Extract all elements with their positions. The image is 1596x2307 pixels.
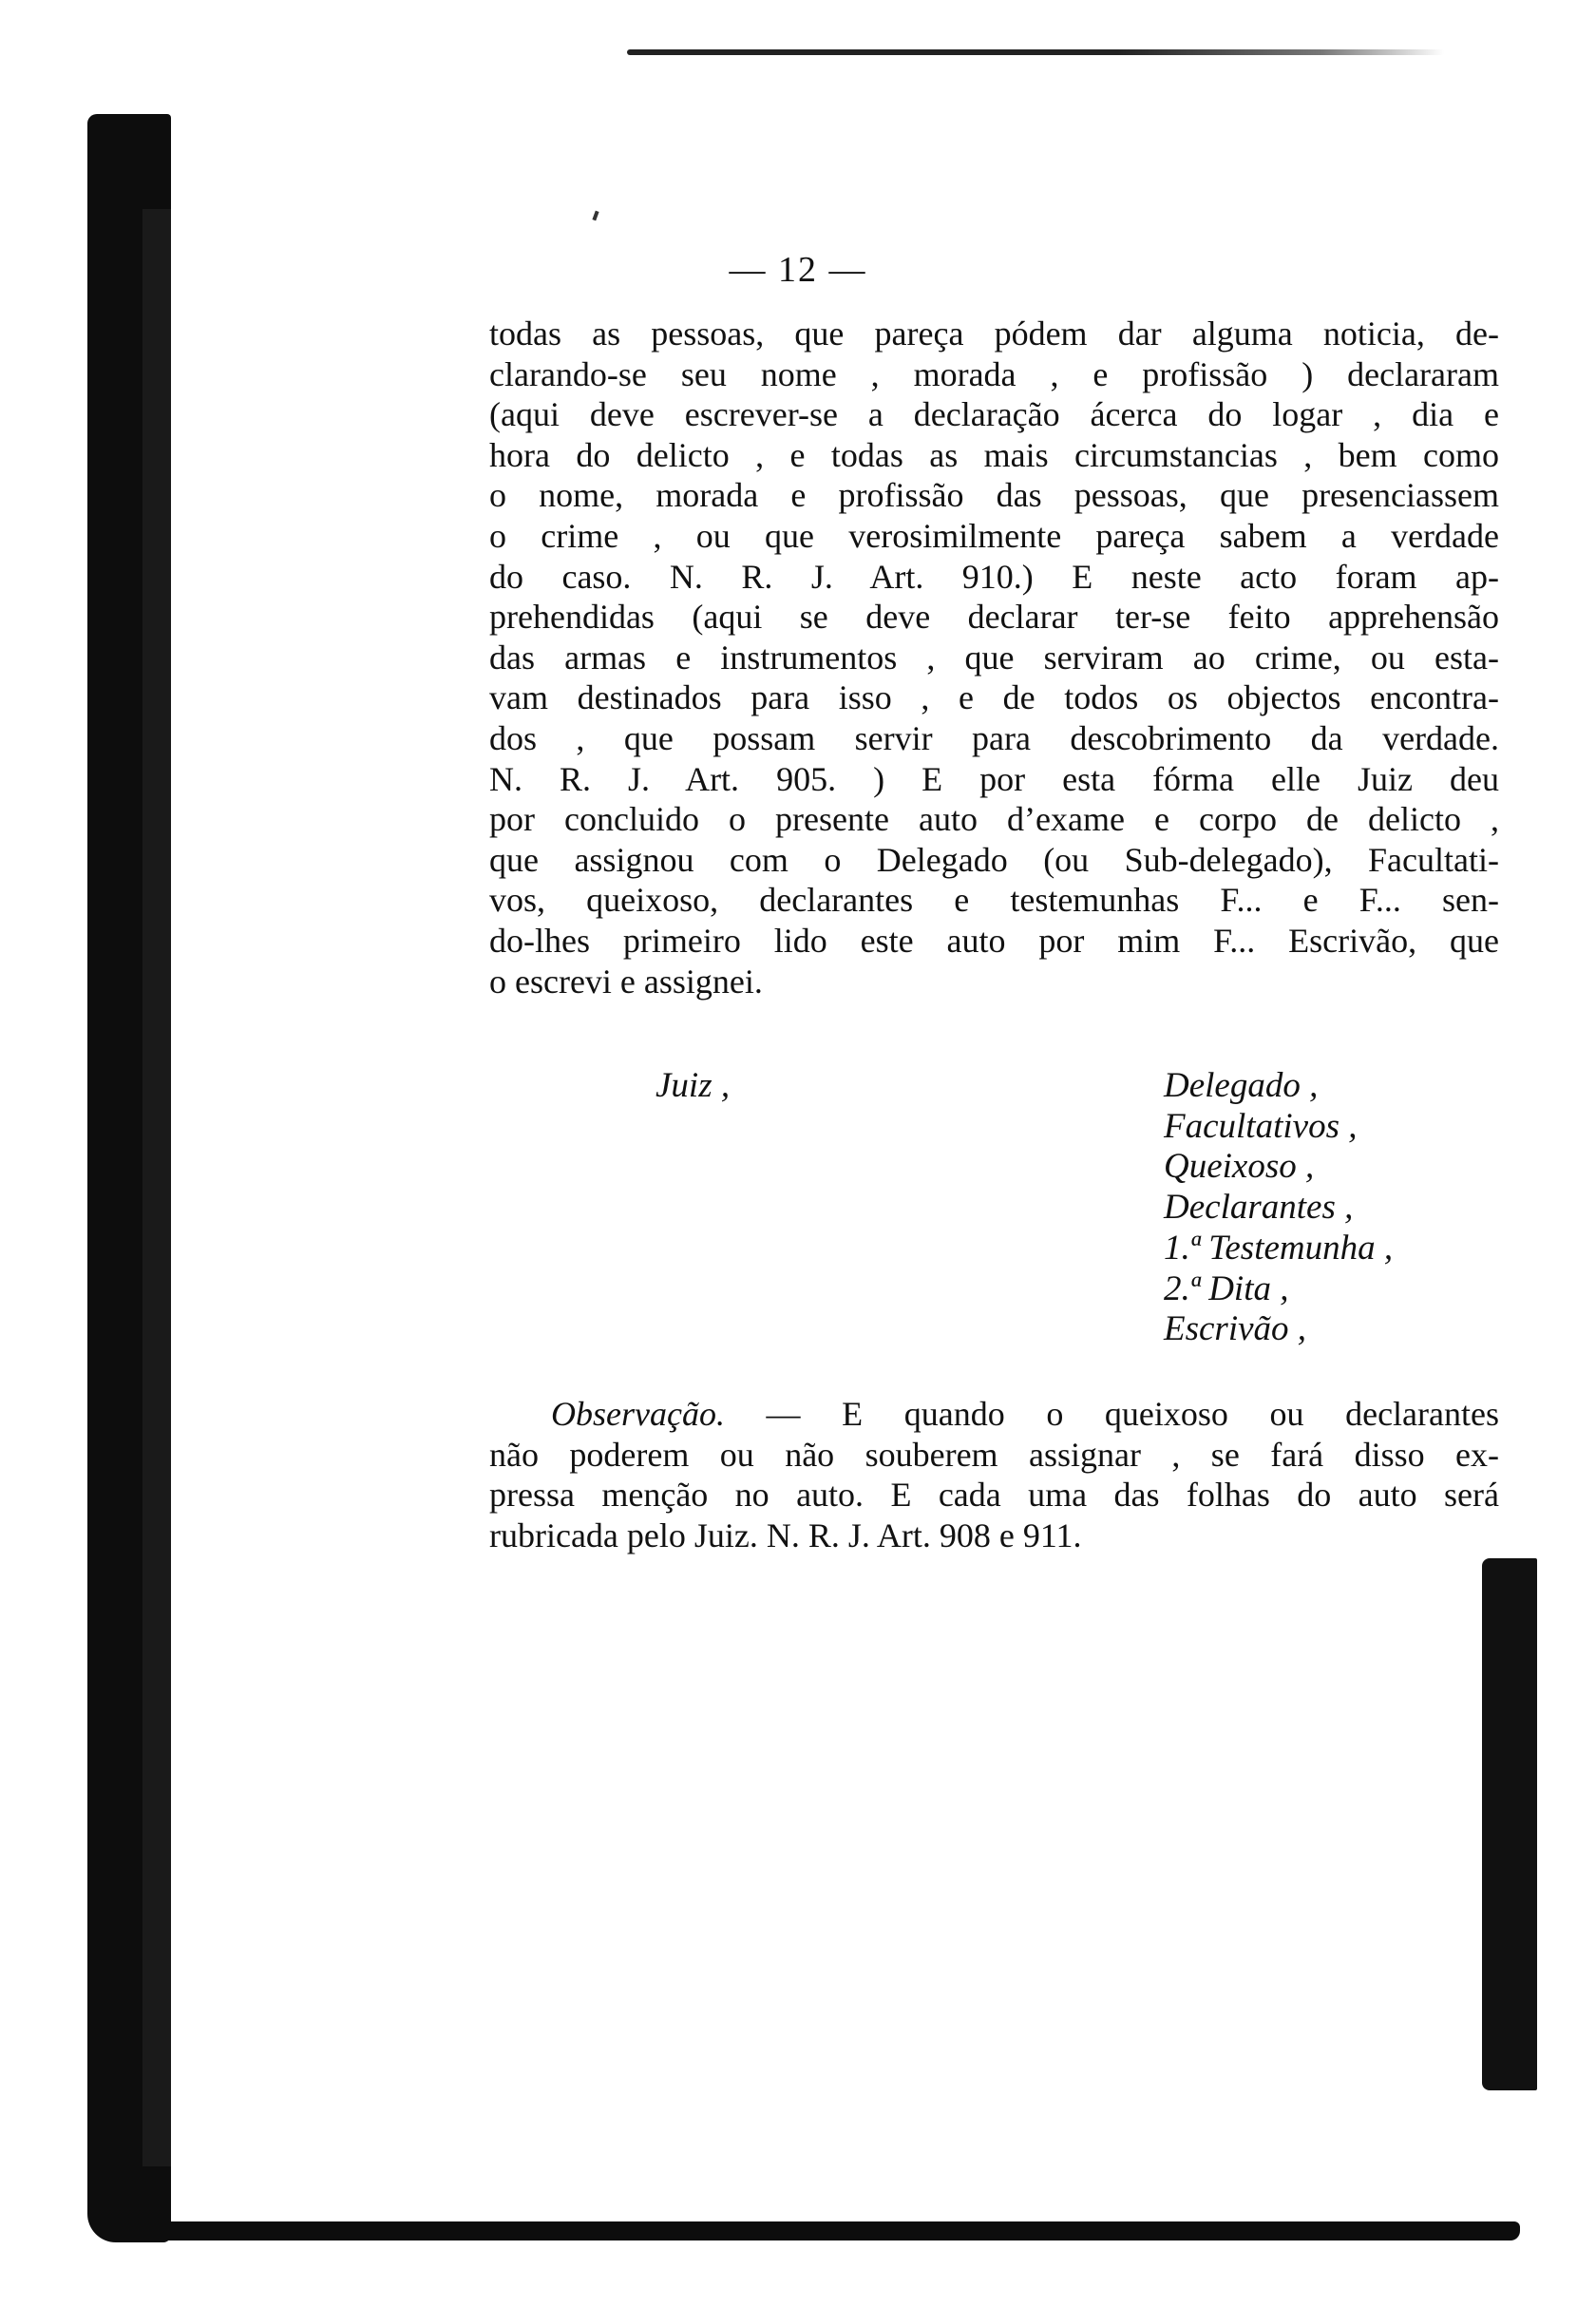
observation-line: pressa menção no auto. E cada uma das folhas do auto será bbox=[489, 1476, 1499, 1515]
signature-entry: Escrivão , bbox=[1164, 1309, 1307, 1349]
body-line: vos, queixoso, declarantes e testemunhas F... e F... sen- bbox=[489, 881, 1499, 920]
signature-entry: Delegado , bbox=[1164, 1066, 1319, 1105]
body-line: que assignou com o Delegado (ou Sub-delegado), Facultati- bbox=[489, 840, 1499, 879]
observation-line: não poderem ou não souberem assignar , se fará disso ex- bbox=[489, 1435, 1499, 1474]
body-paragraph bbox=[489, 314, 1499, 1001]
body-line: N. R. J. Art. 905. ) E por esta fórma elle Juiz deu bbox=[489, 759, 1499, 798]
signature-entry: Declarantes , bbox=[1164, 1188, 1354, 1228]
signature-entry: 1.ª Testemunha , bbox=[1164, 1228, 1394, 1268]
scan-artifact-right-edge bbox=[1482, 1558, 1537, 2090]
signature-entry: Queixoso , bbox=[1164, 1147, 1315, 1187]
signature-juiz: Juiz , bbox=[656, 1066, 731, 1105]
scan-artifact-top-line bbox=[627, 49, 1444, 55]
signature-entry: Facultativos , bbox=[1164, 1106, 1358, 1146]
body-line: clarando-se seu nome , morada , e profissão ) declararam bbox=[489, 354, 1499, 393]
scan-artifact-bottom-line bbox=[162, 2221, 1520, 2240]
body-line: o crime , ou que verosimilmente pareça sabem a verdade bbox=[489, 516, 1499, 555]
body-line: vam destinados para isso , e de todos os objectos encontra- bbox=[489, 678, 1499, 717]
body-line: do caso. N. R. J. Art. 910.) E neste acto foram ap- bbox=[489, 557, 1499, 596]
observation-line bbox=[489, 1394, 1499, 1435]
body-line: (aqui deve escrever-se a declaração ácerca do logar , dia e bbox=[489, 395, 1499, 434]
body-line: por concluido o presente auto d’exame e corpo de delicto , bbox=[489, 800, 1499, 839]
body-line: prehendidas (aqui se deve declarar ter-se feito apprehensão bbox=[489, 598, 1499, 637]
signature-block bbox=[0, 1066, 1596, 1351]
body-line: do-lhes primeiro lido este auto por mim F... Escrivão, que bbox=[489, 921, 1499, 960]
body-line: dos , que possam servir para descobrimento da verdade. bbox=[489, 718, 1499, 757]
observation-line: rubricada pelo Juiz. N. R. J. Art. 908 e 911. bbox=[489, 1516, 1082, 1555]
body-line: o escrevi e assignei. bbox=[489, 962, 763, 1001]
body-line: o nome, morada e profissão das pessoas, que presenciassem bbox=[489, 476, 1499, 515]
observation-paragraph bbox=[489, 1394, 1499, 1556]
body-line: das armas e instrumentos , que serviram ao crime, ou esta- bbox=[489, 638, 1499, 677]
page-number: — 12 — bbox=[729, 250, 867, 290]
signature-entry: 2.ª Dita , bbox=[1164, 1268, 1289, 1308]
observation-text: — E quando o queixoso ou declarantes bbox=[724, 1395, 1499, 1433]
body-line: todas as pessoas, que pareça pódem dar alguma noticia, de- bbox=[489, 315, 1499, 353]
body-line: hora do delicto , e todas as mais circumstancias , bem como bbox=[489, 435, 1499, 474]
observation-label: Observação. bbox=[551, 1395, 725, 1433]
scan-artifact-mark bbox=[592, 211, 598, 221]
signature-list bbox=[1164, 1066, 1393, 1350]
